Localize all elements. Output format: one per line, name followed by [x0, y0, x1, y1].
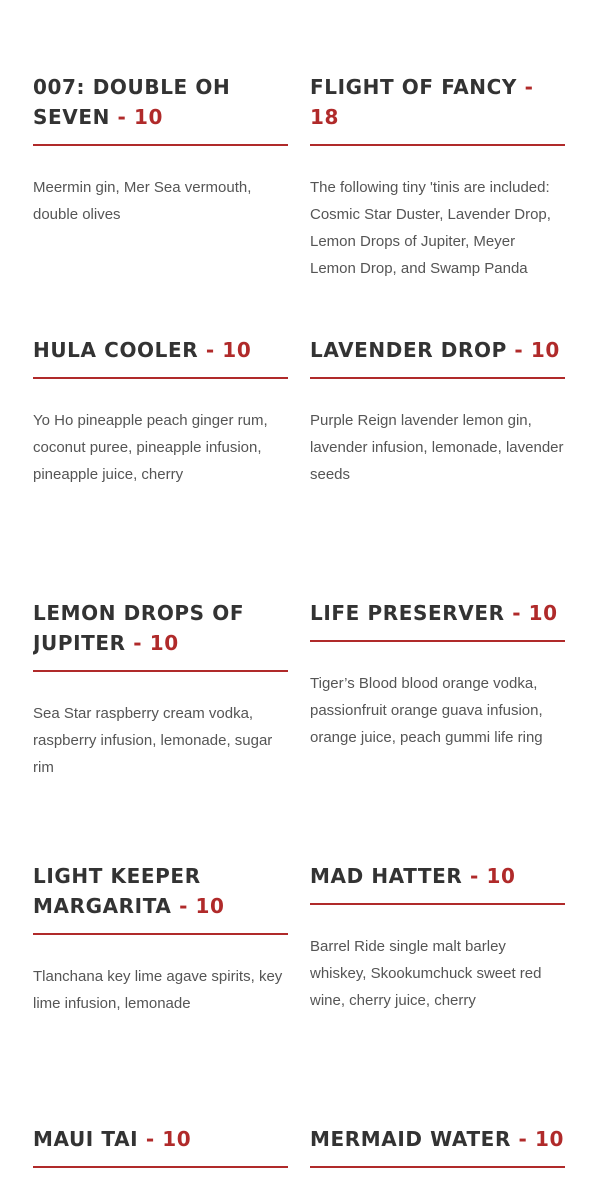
- menu-item-name: 007: DOUBLE OH SEVEN: [33, 75, 231, 129]
- menu-item-price: - 10: [117, 105, 164, 129]
- drink-menu-grid: [33, 72, 565, 1204]
- menu-item-price: - 10: [518, 1127, 565, 1151]
- menu-item-name: MAD HATTER: [310, 864, 463, 888]
- menu-item: [310, 1124, 565, 1204]
- menu-item-title: [310, 1124, 565, 1168]
- menu-item-description: Purple Reign lavender lemon gin, lavender infusion, lemonade, lavender seeds: [310, 412, 564, 483]
- menu-item-name: MERMAID WATER: [310, 1127, 511, 1151]
- menu-item-description: Tlanchana key lime agave spirits, key lime infusion, lemonade: [33, 968, 283, 1012]
- menu-item-name: HULA COOLER: [33, 338, 199, 362]
- menu-item-title: [33, 861, 288, 935]
- menu-item: [33, 72, 288, 335]
- menu-item-description: The following tiny 'tinis are included: Cosmic Star Duster, Lavender Drop, Lemon Drops of Jupiter, Meyer Lemon Drop, and Swamp Panda: [310, 179, 551, 277]
- menu-item: [310, 598, 565, 861]
- menu-item-price: - 10: [470, 864, 516, 888]
- menu-item-description: Yo Ho pineapple peach ginger rum, coconut puree, pineapple infusion, pineapple juice, cherry: [33, 412, 268, 483]
- menu-item-title: [310, 335, 565, 379]
- menu-item-price: - 10: [179, 894, 225, 918]
- menu-item-title: [33, 72, 288, 146]
- menu-item-description: Barrel Ride single malt barley whiskey, Skookumchuck sweet red wine, cherry juice, cherry: [310, 938, 542, 1009]
- menu-item-title: [33, 335, 288, 379]
- menu-item: [33, 1124, 288, 1204]
- menu-item-title: [310, 598, 565, 642]
- menu-item-name: LIFE PRESERVER: [310, 601, 505, 625]
- menu-item: [310, 72, 565, 335]
- menu-item-title: [310, 861, 565, 905]
- menu-item-price: - 10: [133, 631, 179, 655]
- menu-item-name: MAUI TAI: [33, 1127, 139, 1151]
- menu-item-name: LAVENDER DROP: [310, 338, 507, 362]
- menu-item: [33, 335, 288, 598]
- menu-item-price: - 10: [512, 601, 558, 625]
- menu-item-description: Sea Star raspberry cream vodka, raspberry infusion, lemonade, sugar rim: [33, 705, 273, 776]
- menu-item: [310, 335, 565, 598]
- menu-item-price: - 18: [310, 75, 534, 129]
- menu-item-price: - 10: [205, 338, 252, 362]
- menu-item-name: FLIGHT OF FANCY: [310, 75, 517, 99]
- menu-item: [33, 598, 288, 861]
- menu-item-name: LIGHT KEEPER MARGARITA: [33, 864, 201, 918]
- menu-item: [310, 861, 565, 1124]
- menu-item-price: - 10: [145, 1127, 192, 1151]
- menu-item-price: - 10: [514, 338, 560, 362]
- menu-item-title: [33, 1124, 288, 1168]
- menu-item-description: Tiger’s Blood blood orange vodka, passionfruit orange guava infusion, orange juice, peach gummi life ring: [310, 675, 543, 746]
- menu-item-title: [33, 598, 288, 672]
- menu-item-description: Meermin gin, Mer Sea vermouth, double olives: [33, 179, 252, 223]
- menu-item-title: [310, 72, 565, 146]
- menu-item-name: LEMON DROPS OF JUPITER: [33, 601, 245, 655]
- menu-item: [33, 861, 288, 1124]
